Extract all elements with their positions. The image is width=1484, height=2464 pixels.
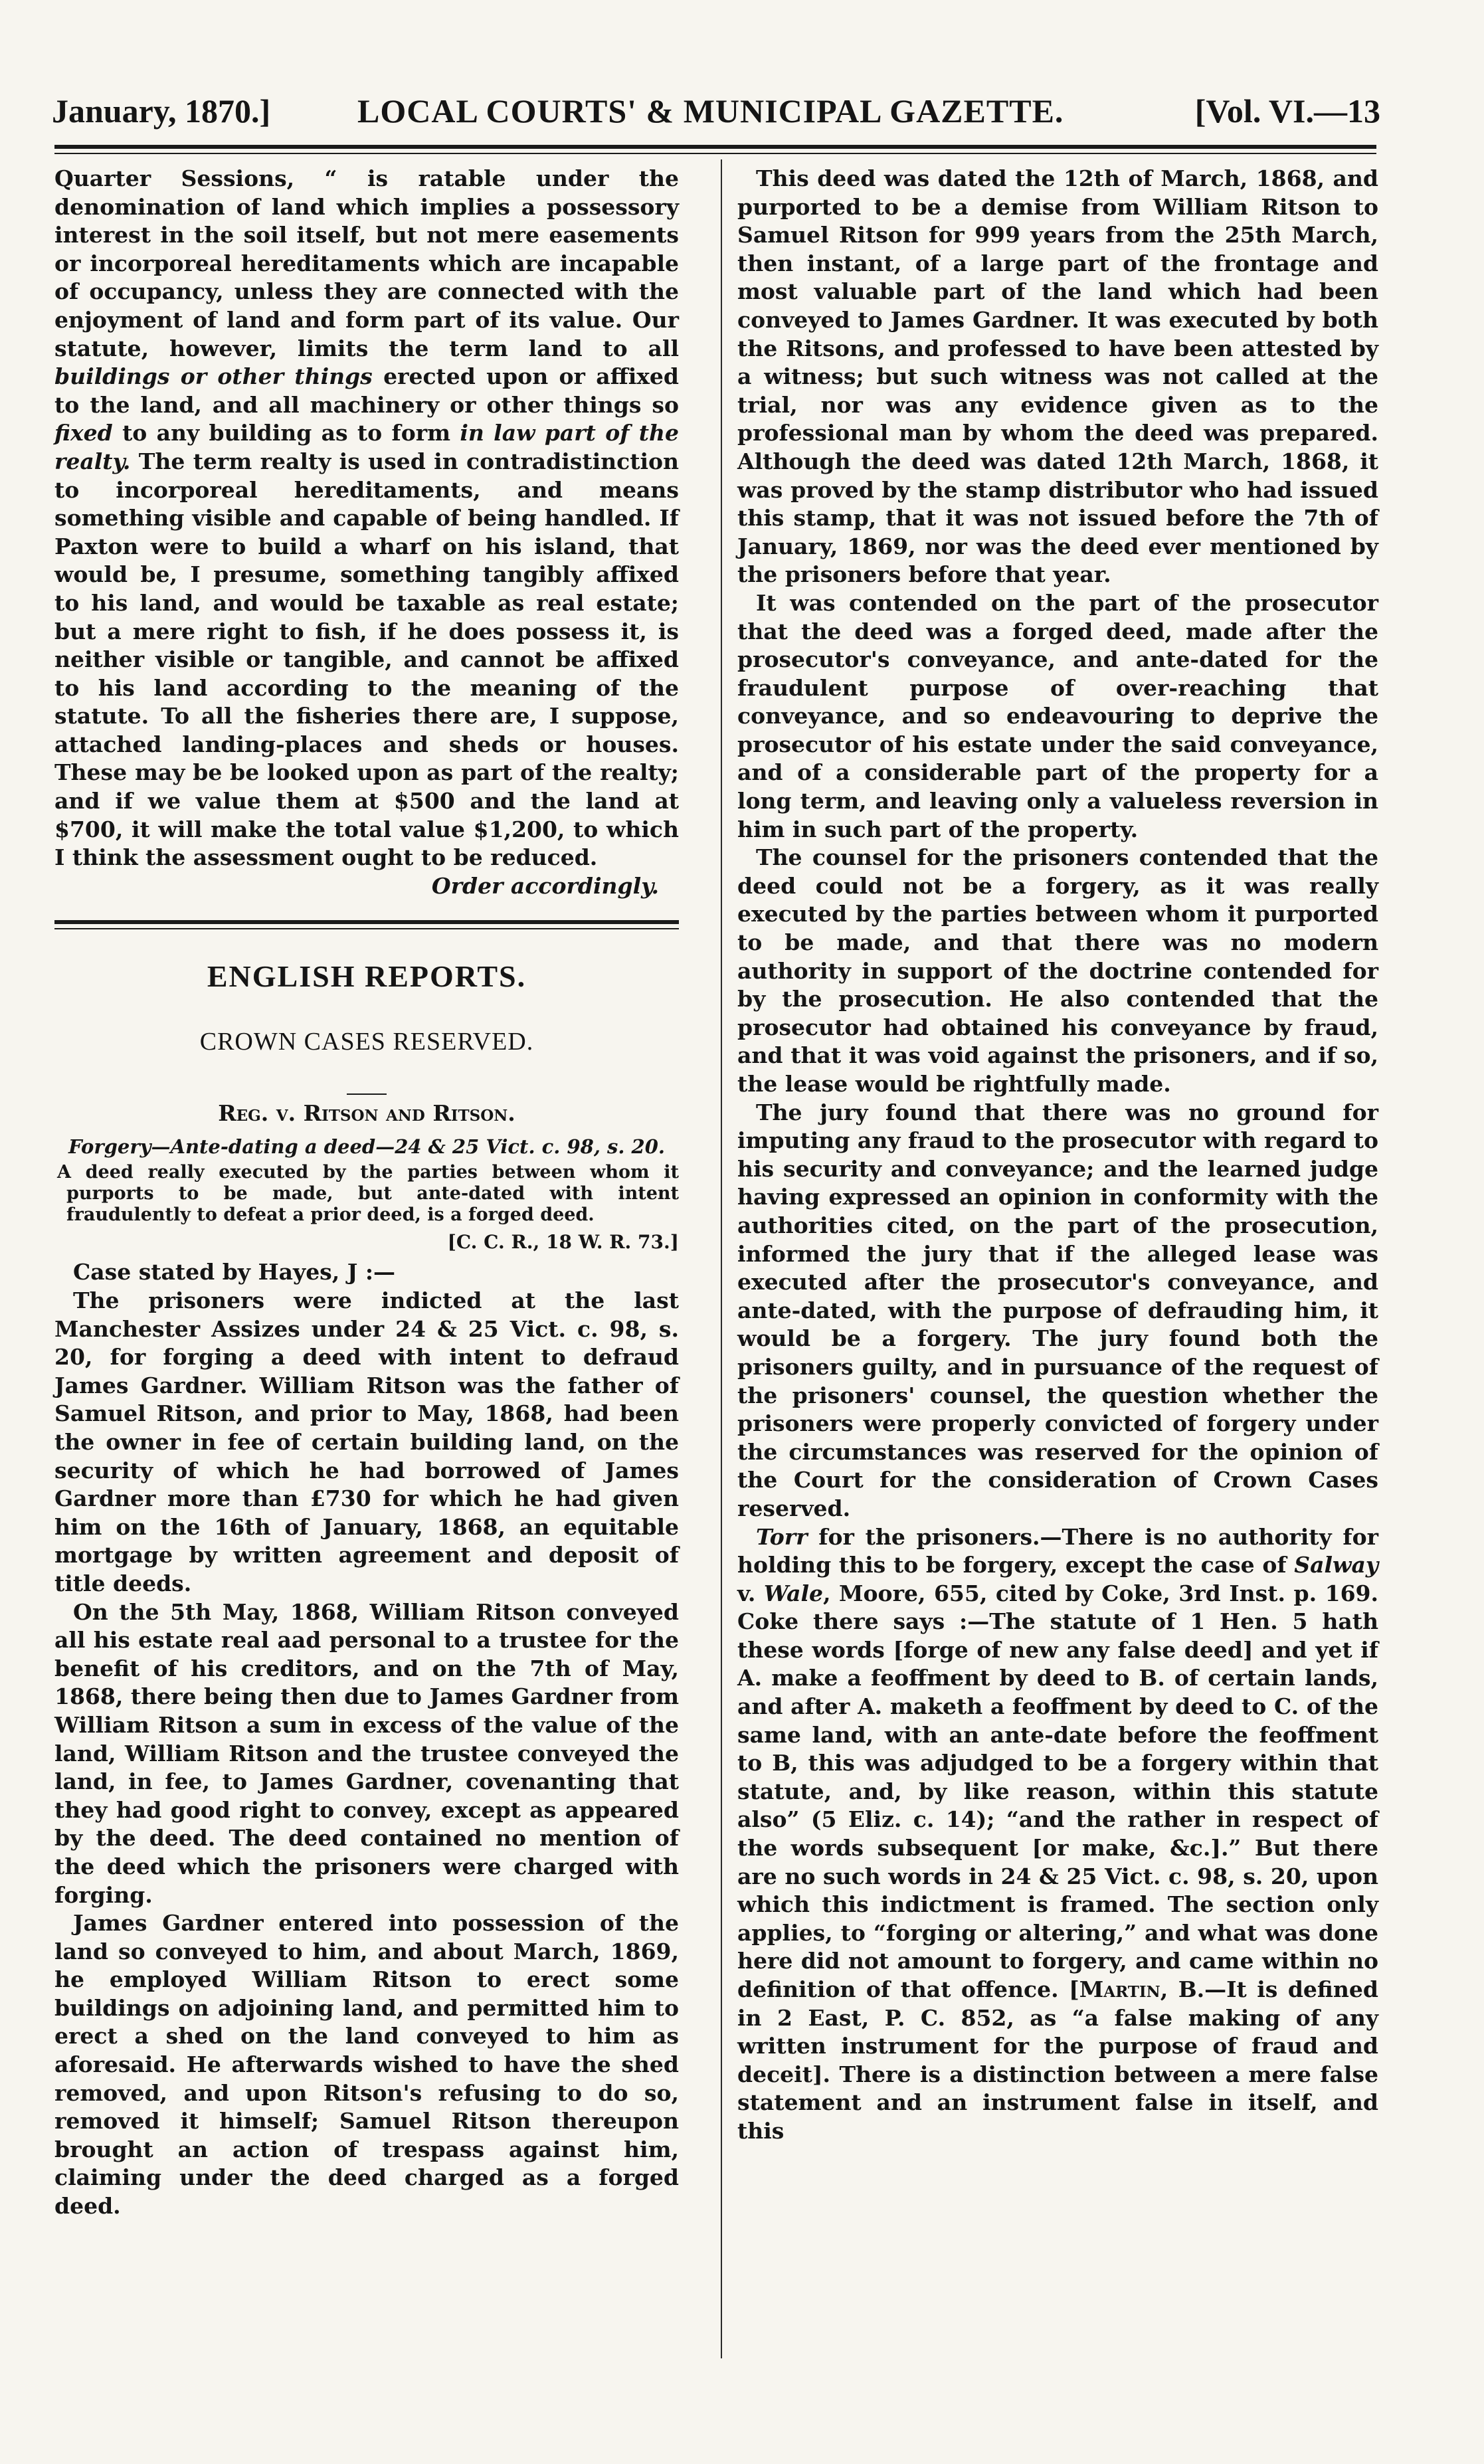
- right-paragraph-1: This deed was dated the 12th of March, 1868, and purported to be a demise from William Ritson to Samuel Ritson for 999 years from the 25th March, then instant, of a large part of the frontage and most valuable part of the land which had been conveyed to James Gardner. It was executed by both the Ritsons, and professed to have been attested by a witness; but such witness was not called at the trial, nor was any evidence given as to the professional man by whom the deed was prepared. Although the deed was dated 12th March, 1868, it was proved by the stamp distributor who had issued this stamp, that it was not issued before the 7th of January, 1869, nor was the deed ever mentioned by the prisoners before that year.: [737, 165, 1378, 588]
- header-rule-thick: [54, 145, 1376, 149]
- headnote: A deed really executed by the parties between whom it purports to be made, but ante-dated with intent fraudulently to defeat a prior deed, is a forged deed.: [57, 1162, 679, 1226]
- header-title: LOCAL COURTS' & MUNICIPAL GAZETTE.: [357, 92, 1064, 130]
- case-title: Reg. v. Ritson and Ritson.: [54, 1093, 679, 1126]
- case-stated: Case stated by Hayes, J :—: [73, 1259, 396, 1285]
- left-paragraph-1: Quarter Sessions, “ is ratable under the denomination of land which implies a possessory interest in the soil itself, but not mere easements or incorporeal hereditaments which are incapable of occupancy, unless they are connected with the enjoyment of land and form part of its value. Our statute, however, limits the term land to all buildings or other things erected upon or affixed to the land, and all machinery or other things so fixed to any building as to form in law part of the realty. The term realty is used in contradistinction to incorporeal hereditaments, and means something visible and capable of being handled. If Paxton were to build a wharf on his island, that would be, I presume, something tangibly affixed to his land, and would be taxable as real estate; but a mere right to fish, if he does possess it, is neither visible or tangible, and cannot be affixed to his land according to the meaning of the statute. To all the fisheries there are, I suppose, attached landing-places and sheds or houses. These may be be looked upon as part of the realty; and if we value them at $500 and the land at $700, it will make the total value $1,200, to which I think the assessment ought to be reduced.: [54, 165, 679, 871]
- left-paragraph-3: On the 5th May, 1868, William Ritson conveyed all his estate real aad personal to a trustee for the benefit of his creditors, and on the 7th of May, 1868, there being then due to James Gardner from William Ritson a sum in excess of the value of the land, William Ritson and the trustee conveyed the land, in fee, to James Gardner, covenanting that they had good right to convey, except as appeared by the deed. The deed contained no mention of the deed which the prisoners were charged with forging.: [54, 1598, 679, 1908]
- header-date: January, 1870.]: [52, 92, 271, 130]
- header-rule-thin: [54, 153, 1376, 154]
- right-paragraph-5: Torr for the prisoners.—There is no authority for holding this to be forgery, except the case of Salway v. Wale, Moore, 655, cited by Coke, 3rd Inst. p. 169. Coke there says :—The statute of 1 Hen. 5 hath these words [forge of new any false deed] and yet if A. make a feoffment by deed to B. of certain lands, and after A. maketh a feoffment by deed to C. of the same land, with an ante-date before the feoffment to B, this was adjudged to be a forgery within that statute, and, by like reason, within this statute also” (5 Eliz. c. 14); “and the rather in respect of the words subsequent [or make, &c.].” But there are no such words in 24 & 25 Vict. c. 98, s. 20, upon which this indictment is framed. The section only applies, to “forging or altering,” and what was done here did not amount to forgery, and came within no definition of that offence. [Martin, B.—It is defined in 2 East, P. C. 852, as “a false making of any written instrument for the purpose of fraud and deceit]. There is a distinction between a mere false statement and an instrument false in itself, and this: [737, 1523, 1378, 2144]
- section-separator: [54, 920, 679, 929]
- right-paragraph-3: The counsel for the prisoners contended that the deed could not be a forgery, as it was really executed by the parties between whom it purported to be made, and that there was no modern authority in support of the doctrine contended for by the prosecution. He also contended that the prosecutor had obtained his conveyance by fraud, and that it was void against the prisoners, and if so, the lease would be rightfully made.: [737, 844, 1378, 1097]
- right-paragraph-2: It was contended on the part of the prosecutor that the deed was a forged deed, made after the prosecutor's conveyance, and ante-dated for the fraudulent purpose of over-reaching that conveyance, and so endeavouring to deprive the prosecutor of his estate under the said conveyance, and of a considerable part of the property for a long term, and leaving only a valueless reversion in him in such part of the property.: [737, 589, 1378, 842]
- headnote-topic: Forgery—Ante-dating a deed—24 & 25 Vict. c. 98, s. 20.: [68, 1135, 666, 1159]
- left-paragraph-4: James Gardner entered into possession of the land so conveyed to him, and about March, 1869, he employed William Ritson to erect some buildings on adjoining land, and permitted him to erect a shed on the land conveyed to him as aforesaid. He afterwards wished to have the shed removed, and upon Ritson's refusing to do so, removed it himself; Samuel Ritson thereupon brought an action of trespass against him, claiming under the deed charged as a forged deed.: [54, 1910, 679, 2220]
- left-column: [54, 165, 679, 2221]
- right-paragraph-4: The jury found that there was no ground for imputing any fraud to the prosecutor with regard to his security and conveyance; and the learned judge having expressed an opinion in conformity with the authorities cited, on the part of the prosecution, informed the jury that if the alleged lease was executed after the prosecutor's conveyance, and ante-dated, with the purpose of defrauding him, it would be a forgery. The jury found both the prisoners guilty, and in pursuance of the request of the prisoners' counsel, the question whether the prisoners were properly convicted of forgery under the circumstances was reserved for the opinion of the Court for the consideration of Crown Cases reserved.: [737, 1099, 1378, 1521]
- column-divider: [721, 159, 722, 2358]
- left-paragraph-2: The prisoners were indicted at the last Manchester Assizes under 24 & 25 Vict. c. 98, s. 20, for forging a deed with intent to defraud James Gardner. William Ritson was the father of Samuel Ritson, and prior to May, 1868, had been the owner in fee of certain building land, on the security of which he had borrowed of James Gardner more than £730 for which he had given him on the 16th of January, 1868, an equitable mortgage by written agreement and deposit of title deeds.: [54, 1287, 679, 1596]
- citation: [C. C. R., 18 W. R. 73.]: [447, 1231, 679, 1254]
- order-line: Order accordingly.: [431, 872, 659, 899]
- right-column: [737, 165, 1378, 2146]
- page-header: [52, 92, 1380, 138]
- section-title: ENGLISH REPORTS.: [207, 959, 527, 994]
- header-volume: [Vol. VI.—13: [1194, 92, 1380, 130]
- section-subtitle: CROWN CASES RESERVED.: [199, 1028, 534, 1056]
